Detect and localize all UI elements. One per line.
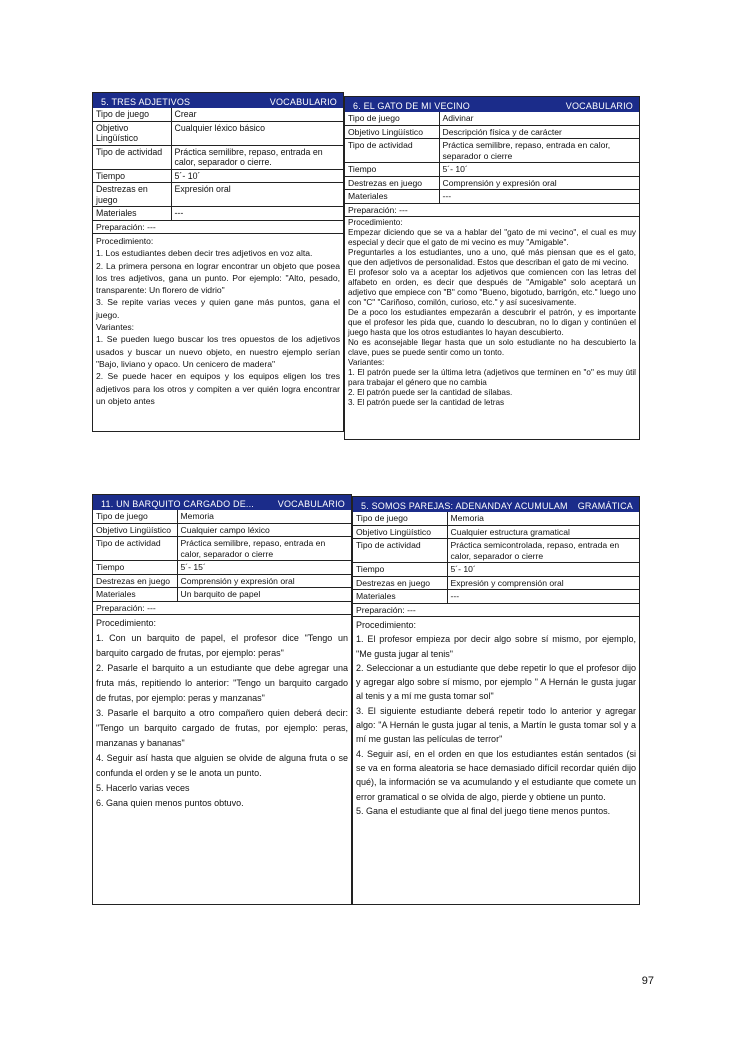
procedure-step: 3. Pasarle el barquito a otro compañero quien deberá decir: "Tengo un barquito cargado de frutas, por ejemplo: peras, manzanas y bananas" [96,708,348,748]
procedure-step: No es aconsejable llegar hasta que un solo estudiante no ha descubierto la clave, pues se puede sentir como un tonto. [348,338,636,357]
activity-info-table [93,108,343,221]
procedure-step: 4. Seguir así, en el orden en que los estudiantes están sentados (si se va en forma aleatoria se hace demasiado difícil recordar quién dijo qué), la información se va acumulando y el estudiante que comete un error gramatical o se olvida de algo, pierde y obtiene un punto. [356,748,636,802]
activity-card-tres-adjetivos [92,92,344,432]
preparation-line: Preparación: --- [353,604,639,618]
row-label: Tipo de actividad [93,145,171,169]
procedure-step: 5. Hacerlo varias veces [96,783,190,793]
procedure-step: 3. El patrón puede ser la cantidad de letras [348,398,505,407]
page-number: 97 [641,975,654,987]
activity-card-somos-parejas [352,496,640,905]
row-value: Un barquito de papel [177,588,351,602]
row-value: Práctica semilibre, repaso, entrada en calor, separador o cierre [439,139,639,163]
row-value: 5´- 10´ [447,563,639,577]
row-value: Práctica semilibre, repaso, entrada en calor, separador o cierre [177,537,351,561]
row-label: Tiempo [93,561,177,575]
table-row [93,588,351,602]
procedure-step: 1. Los estudiantes deben decir tres adjetivos en voz alta. [96,248,313,259]
procedure-step: 2. La primera persona en lograr encontrar un objeto que posea los tres adjetivos, gana un punto. Por ejemplo: "Alto, pesado, transparente: Un florero de vidrio" [96,260,340,296]
procedure-step: Empezar diciendo que se va a hablar del "gato de mi vecino", el cual es muy especial y decir que el gato de mi vecino es muy "Amigable". [348,228,636,247]
card-header [353,497,639,512]
row-value: --- [439,190,639,204]
row-label: Destrezas en juego [345,176,439,190]
table-row [353,576,639,590]
row-label: Objetivo Lingüístico [353,525,447,539]
row-label: Objetivo Lingüístico [93,523,177,537]
row-value: Cualquier léxico básico [171,121,343,145]
table-row [353,512,639,525]
procedure-step: 4. Seguir así hasta que alguien se olvide de alguna fruta o se confunda el orden y se le anota un punto. [96,753,348,778]
card-header [93,495,351,510]
procedure-step: Variantes: [348,358,385,367]
card-header [345,97,639,112]
row-value: Expresión y comprensión oral [447,576,639,590]
row-value: Descripción física y de carácter [439,125,639,139]
row-label: Tipo de juego [93,510,177,523]
procedure-step: 3. El siguiente estudiante deberá repetir todo lo anterior y agregar algo: "A Hernán le gusta jugar al tenis, a Martín le gusta tomar sol y a mí me gustan las películas de terror" [356,705,636,745]
row-label: Tipo de actividad [353,539,447,563]
table-row [93,523,351,537]
row-value: Cualquier campo léxico [177,523,351,537]
card-title: 5. SOMOS PAREJAS: ADENANDAY ACUMULAM [361,501,568,511]
table-row [353,590,639,604]
procedure-step: 1. Con un barquito de papel, el profesor dice "Tengo un barquito cargado de frutas, por ejemplo: peras" [96,633,348,658]
table-row [345,176,639,190]
table-row [345,125,639,139]
row-label: Objetivo Lingüístico [93,121,171,145]
row-label: Tipo de juego [353,512,447,525]
row-label: Materiales [93,207,171,221]
row-value: Adivinar [439,112,639,125]
procedure-title: Procedimiento: [96,236,154,246]
procedure-title: Procedimiento: [348,218,403,227]
row-label: Tiempo [93,169,171,183]
row-value: Comprensión y expresión oral [439,176,639,190]
row-value: 5´- 10´ [439,163,639,177]
row-label: Destrezas en juego [353,576,447,590]
procedure-step: 2. Se puede hacer en equipos y los equipos eligen los tres adjetivos para los otros y compiten a ver quién logra encontrar un objeto antes [96,371,340,406]
row-value: Crear [171,108,343,121]
table-row [93,108,343,121]
row-label: Materiales [93,588,177,602]
row-value: 5´- 15´ [177,561,351,575]
card-category: VOCABULARIO [565,101,633,111]
procedure-section [93,234,343,408]
row-label: Tipo de actividad [93,537,177,561]
table-row [345,163,639,177]
procedure-step: 2. Seleccionar a un estudiante que debe repetir lo que el profesor dijo y agregar algo sobre sí mismo, por ejemplo " A Hernán le gusta jugar al tenis y a mí me gusta tomar sol" [356,662,636,702]
procedure-step: Variantes: [96,322,135,333]
procedure-step: 1. El patrón puede ser la última letra (adjetivos que terminen en "o" es muy útil para trabajar el género que no cambia [348,368,636,387]
row-value: --- [447,590,639,604]
table-row [93,574,351,588]
row-value: --- [171,207,343,221]
table-row [93,207,343,221]
preparation-line: Preparación: --- [345,204,639,218]
table-row [93,561,351,575]
activity-card-gato-de-mi-vecino [344,96,640,440]
procedure-step: El profesor solo va a aceptar los adjetivos que comiencen con las letras del alfabeto en orden, es decir que después de "Amigable" solo aceptará un adjetivo que empiece con "B" como "Bueno, bigotudo, barrigón, etc." luego uno con "C" "Cariñoso, comilón, curioso, etc." y así sucesivamente. [348,268,636,307]
card-title: 6. EL GATO DE MI VECINO [353,101,470,111]
table-row [345,139,639,163]
procedure-section [353,617,639,819]
table-row [353,563,639,577]
row-value: 5´- 10´ [171,169,343,183]
table-row [345,190,639,204]
card-category: VOCABULARIO [277,499,345,509]
activity-info-table [345,112,639,204]
row-label: Materiales [353,590,447,604]
procedure-step: De a poco los estudiantes empezarán a descubrir el patrón, y es importante que el profesor les pida que, cuando lo descubran, no lo digan y continúen el juego hasta que los otros estudiantes lo hayan descubierto. [348,308,636,337]
row-label: Destrezas en juego [93,183,171,207]
procedure-step: 1. El profesor empieza por decir algo sobre sí mismo, por ejemplo, "Me gusta jugar al tenis" [356,634,636,659]
card-category: GRAMÁTICA [577,501,633,511]
row-label: Tipo de juego [345,112,439,125]
preparation-line: Preparación: --- [93,602,351,616]
procedure-step: 5. Gana el estudiante que al final del juego tiene menos puntos. [356,805,611,816]
row-value: Expresión oral [171,183,343,207]
table-row [93,510,351,523]
table-row [93,183,343,207]
row-label: Objetivo Lingüístico [345,125,439,139]
procedure-step: 6. Gana quien menos puntos obtuvo. [96,798,244,808]
procedure-title: Procedimiento: [96,618,157,628]
table-row [353,525,639,539]
preparation-line: Preparación: --- [93,221,343,235]
table-row [93,121,343,145]
row-label: Tipo de juego [93,108,171,121]
procedure-step: Preguntarles a los estudiantes, uno a uno, qué más piensan que es el gato, que den adjetivos de personalidad. Estos que describan el gato de mi vecino. [348,248,636,267]
row-value: Comprensión y expresión oral [177,574,351,588]
table-row [93,537,351,561]
row-value: Práctica semicontrolada, repaso, entrada en calor, separador o cierre [447,539,639,563]
procedure-section [345,217,639,409]
table-row [345,112,639,125]
procedure-title: Procedimiento: [356,620,417,630]
card-title: 11. UN BARQUITO CARGADO DE... [101,499,254,509]
row-label: Tiempo [345,163,439,177]
activity-card-un-barquito-cargado [92,494,352,905]
procedure-step: 3. Se repite varias veces y quien gane más puntos, gana el juego. [96,297,340,320]
row-value: Práctica semilibre, repaso, entrada en calor, separador o cierre. [171,145,343,169]
procedure-step: 2. El patrón puede ser la cantidad de sílabas. [348,388,513,397]
row-value: Memoria [447,512,639,525]
activity-info-table [353,512,639,604]
row-label: Materiales [345,190,439,204]
card-title: 5. TRES ADJETIVOS [101,97,191,107]
activity-info-table [93,510,351,602]
row-label: Destrezas en juego [93,574,177,588]
row-value: Memoria [177,510,351,523]
row-value: Cualquier estructura gramatical [447,525,639,539]
row-label: Tipo de actividad [345,139,439,163]
procedure-step: 2. Pasarle el barquito a un estudiante que debe agregar una fruta más, repitiendo lo anterior: "Tengo un barquito cargado de frutas, por ejemplo: peras y manzanas" [96,663,348,703]
row-label: Tiempo [353,563,447,577]
procedure-section [93,615,351,812]
table-row [93,169,343,183]
table-row [353,539,639,563]
card-header [93,93,343,108]
procedure-step: 1. Se pueden luego buscar los tres opuestos de los adjetivos usados y buscar un nuevo objeto, en nuestro ejemplo serían "Bajo, liviano y opaco. Un cenicero de madera" [96,334,340,369]
card-category: VOCABULARIO [269,97,337,107]
table-row [93,145,343,169]
